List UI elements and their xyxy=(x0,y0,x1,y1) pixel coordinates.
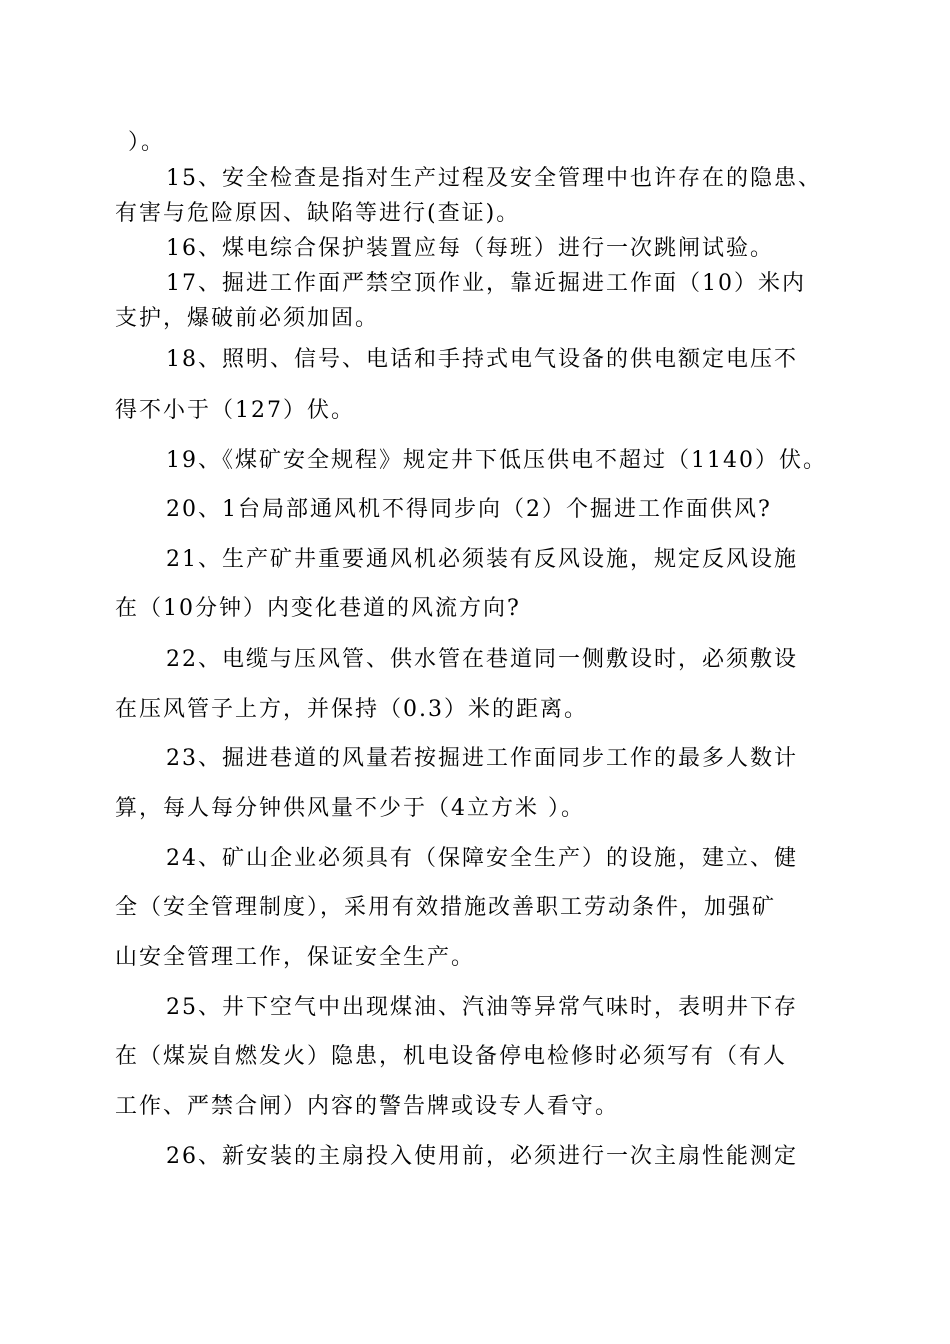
text-line-item-24: 24、矿山企业必须具有（保障安全生产）的设施，建立、健 xyxy=(166,846,798,871)
text-line: 有害与危险原因、缺陷等进行(查证)。 xyxy=(115,201,521,226)
text-line: 在压风管子上方，并保持（0.3）米的距离。 xyxy=(115,697,588,722)
text-line-item-19: 19、《煤矿安全规程》规定井下低压供电不超过（1140）伏。 xyxy=(166,448,827,473)
text-line: 在（煤炭自燃发火）隐患，机电设备停电检修时必须写有（有人 xyxy=(115,1044,788,1069)
text-line: ）。 xyxy=(128,130,166,155)
text-line-item-23: 23、掘进巷道的风量若按掘进工作面同步工作的最多人数计 xyxy=(166,746,798,771)
text-line-item-16: 16、煤电综合保护装置应每（每班）进行一次跳闸试验。 xyxy=(166,236,774,261)
text-line-item-20: 20、1台局部通风机不得同步向（2）个掘进工作面供风? xyxy=(166,497,772,522)
text-line-item-25: 25、井下空气中出现煤油、汽油等异常气味时，表明井下存 xyxy=(166,995,798,1020)
text-line: 山安全管理工作，保证安全生产。 xyxy=(115,945,476,970)
text-line-item-15: 15、安全检查是指对生产过程及安全管理中也许存在的隐患、 xyxy=(166,166,822,191)
text-line: 全（安全管理制度），采用有效措施改善职工劳动条件，加强矿 xyxy=(115,895,777,920)
text-line: 得不小于（127）伏。 xyxy=(115,398,355,423)
text-line: 在（10分钟）内变化巷道的风流方向? xyxy=(115,596,521,621)
text-line: 支护，爆破前必须加固。 xyxy=(115,306,380,331)
text-line-item-21: 21、生产矿井重要通风机必须装有反风设施，规定反风设施 xyxy=(166,547,798,572)
text-line-item-22: 22、电缆与压风管、供水管在巷道同一侧敷设时，必须敷设 xyxy=(166,647,798,672)
text-line-item-26: 26、新安装的主扇投入使用前，必须进行一次主扇性能测定 xyxy=(166,1144,798,1169)
text-line: 工作、严禁合闸）内容的警告牌或设专人看守。 xyxy=(115,1094,620,1119)
text-line-item-18: 18、照明、信号、电话和手持式电气设备的供电额定电压不 xyxy=(166,347,798,372)
text-line: 算，每人每分钟供风量不少于（4立方米 ）。 xyxy=(115,796,585,821)
text-line-item-17: 17、掘进工作面严禁空顶作业，靠近掘进工作面（10）米内 xyxy=(166,271,806,296)
